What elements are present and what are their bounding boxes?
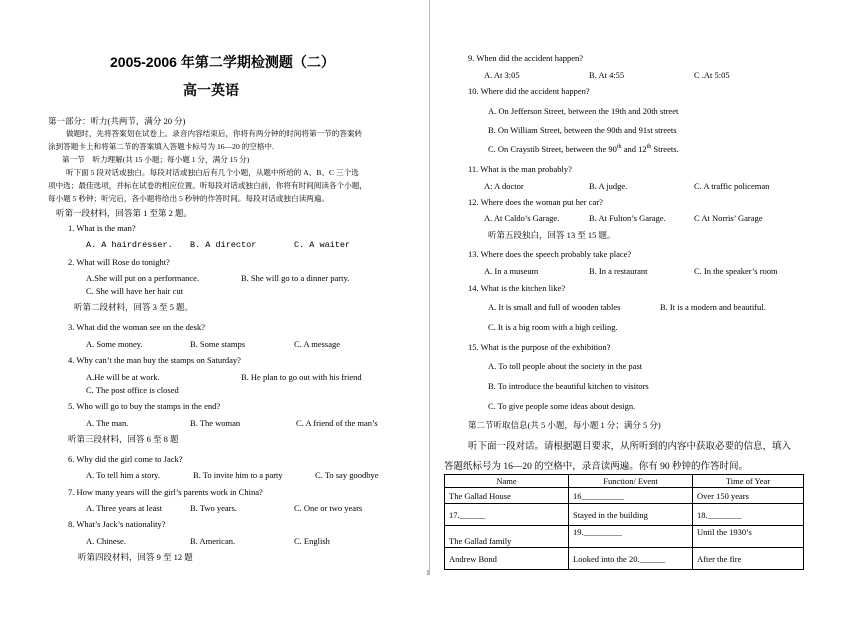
part1-intro-line2: 涂到答题卡上和将第二节的答案填入答题卡标号为 16—20 的空格中. xyxy=(48,142,274,151)
q11-option-b: B. A judge. xyxy=(589,181,628,191)
q11-option-a: A: A doctor xyxy=(484,181,524,191)
q2-option-a: A.She will put on a performance. xyxy=(86,273,200,283)
table-cell: The Gallad House xyxy=(445,488,569,504)
q10-option-c-text-2: and 12 xyxy=(621,144,647,154)
question-12: 12. Where does the woman put her car? xyxy=(468,197,603,207)
q15-option-c: C. To give people some ideas about design. xyxy=(488,401,636,411)
q1-option-c: C. A waiter xyxy=(294,240,351,250)
part1-intro-line1: 做题时，先将答案划在试卷上。录音内容结束后，你将有两分钟的时间将第一节的答案转 xyxy=(66,129,363,138)
table-cell: Stayed in the building xyxy=(569,504,693,526)
q9-option-a: A. At 3:05 xyxy=(484,70,520,80)
question-15: 15. What is the purpose of the exhibition? xyxy=(468,342,611,352)
segment1-instruction: 听第一段材料，回答第 1 至第 2 题。 xyxy=(56,208,193,218)
q6-option-a: A. To tell him a story. xyxy=(86,470,161,480)
section1-intro-line3: 每小题 5 秒钟；听完后，各小题将给出 5 秒钟的作答时间。每段对话或独白读两遍。 xyxy=(48,194,329,203)
q8-option-a: A. Chinese. xyxy=(86,536,126,546)
question-5: 5. Who will go to buy the stamps in the end? xyxy=(68,401,221,411)
question-8: 8. What’s Jack’s nationality? xyxy=(68,519,166,529)
question-9: 9. When did the accident happen? xyxy=(468,53,584,63)
q7-option-b: B. Two years. xyxy=(190,503,237,513)
q6-option-b: B. To invite him to a party xyxy=(193,470,283,480)
q1-option-a: A. A hairdresser. xyxy=(86,240,173,250)
q13-option-b: B. In a restaurant xyxy=(589,266,648,276)
q15-option-b: B. To introduce the beautiful kitchen to visitors xyxy=(488,381,649,391)
question-2: 2. What will Rose do tonight? xyxy=(68,257,170,267)
q13-option-c: C. In the speaker’s room xyxy=(694,266,778,276)
table-row xyxy=(445,548,804,570)
question-13: 13. Where does the speech probably take place? xyxy=(468,249,632,259)
q9-option-c: C .At 5:05 xyxy=(694,70,730,80)
question-4: 4. Why can’t the man buy the stamps on Saturday? xyxy=(68,355,241,365)
q5-option-a: A. The man. xyxy=(86,418,129,428)
q2-option-c: C. She will have her hair cut xyxy=(86,286,184,296)
q10-option-c xyxy=(488,144,679,154)
segment3-instruction: 听第三段材料，回答 6 至 8 题 xyxy=(68,434,179,444)
table-cell: Until the 1930’s xyxy=(693,526,804,548)
q4-option-a: A.He will be at work. xyxy=(86,372,160,382)
section1-heading: 第一节 听力理解(共 15 小题；每小题 1 分，满分 15 分) xyxy=(62,155,250,164)
q3-option-b: B. Some stamps xyxy=(190,339,246,349)
table-row xyxy=(445,526,804,548)
page-subtitle: 高一英语 xyxy=(183,82,239,98)
page-title: 2005-2006 年第二学期检测题（二） xyxy=(110,54,335,70)
q12-option-b: B. At Fulton’s Garage. xyxy=(589,213,666,223)
q10-option-b: B. On William Street, between the 90th and 91st streets xyxy=(488,125,677,135)
question-6: 6. Why did the girl come to Jack? xyxy=(68,454,183,464)
q3-option-c: C. A message xyxy=(294,339,341,349)
table-cell: After the fire xyxy=(693,548,804,570)
q14-option-a: A. It is small and full of wooden tables xyxy=(488,302,621,312)
q8-option-b: B. American. xyxy=(190,536,236,546)
q10-option-c-text-3: Streets. xyxy=(651,144,679,154)
table-cell: 16__________ xyxy=(569,488,693,504)
q12-option-c: C At Norris’ Garage xyxy=(694,213,763,223)
column-header-function: Function/ Event xyxy=(569,475,693,488)
q12-option-a: A. At Caldo’s Garage. xyxy=(484,213,560,223)
question-1: 1. What is the man? xyxy=(68,223,136,233)
table-cell: Over 150 years xyxy=(693,488,804,504)
q9-option-b: B. At 4:55 xyxy=(589,70,625,80)
table-cell: The Gallad family xyxy=(445,526,569,548)
q13-option-a: A. In a museum xyxy=(484,266,539,276)
q15-option-a: A. To toll people about the society in the past xyxy=(488,361,643,371)
q11-option-c: C. A traffic policeman xyxy=(694,181,770,191)
q10-option-c-text: C. On Craystib Street, between the 90 xyxy=(488,144,617,154)
segment2-instruction: 听第二段材料，回答 3 至 5 题。 xyxy=(74,302,194,312)
column-divider xyxy=(429,0,430,575)
question-14: 14. What is the kitchen like? xyxy=(468,283,566,293)
section1-intro-line2: 项中选；最佳选项，并标在试卷的相应位置。听每段对话或独白前，你将有时间阅读各个小题， xyxy=(48,181,367,190)
q8-option-c: C. English xyxy=(294,536,330,546)
segment4-instruction: 听第四段材料，回答 9 至 12 题 xyxy=(78,552,193,562)
table-cell: 17.______ xyxy=(445,504,569,526)
section2-intro-line2: 答题纸标号为 16—20 的空格中，录音读两遍。你有 90 秒钟的作答时间。 xyxy=(444,462,749,472)
q1-option-b: B. A director xyxy=(190,240,257,250)
segment5-instruction: 听第五段独白，回答 13 至 15 题。 xyxy=(488,230,616,240)
q4-option-c: C. The post office is closed xyxy=(86,385,179,395)
page-number: 1 xyxy=(426,568,430,577)
table-cell: Andrew Bond xyxy=(445,548,569,570)
q10-ordinal-2: th xyxy=(646,144,652,151)
q5-option-c: C. A friend of the man’s xyxy=(296,418,378,428)
information-table xyxy=(444,474,804,570)
q4-option-b: B. He plan to go out with his friend xyxy=(241,372,362,382)
table-row xyxy=(445,504,804,526)
column-header-name: Name xyxy=(445,475,569,488)
table-header-row xyxy=(445,475,804,488)
table-cell: Looked into the 20.______ xyxy=(569,548,693,570)
section2-heading: 第二节听取信息(共 5 小题，每小题 1 分；满分 5 分) xyxy=(468,420,661,430)
table-cell: 19._________ xyxy=(569,526,693,548)
question-7: 7. How many years will the girl’s parents work in China? xyxy=(68,487,263,497)
q14-option-c: C. It is a big room with a high ceiling. xyxy=(488,322,618,332)
q14-option-b: B. It is a modern and beautiful. xyxy=(660,302,766,312)
table-row xyxy=(445,488,804,504)
question-10: 10. Where did the accident happen? xyxy=(468,86,590,96)
q3-option-a: A. Some money. xyxy=(86,339,143,349)
table-cell: 18.________ xyxy=(693,504,804,526)
q10-option-a: A. On Jefferson Street, between the 19th and 20th street xyxy=(488,106,679,116)
q5-option-b: B. The woman xyxy=(190,418,241,428)
question-3: 3. What did the woman see on the desk? xyxy=(68,322,205,332)
q7-option-a: A. Three years at least xyxy=(86,503,163,513)
section2-intro-line1: 听下面一段对话。请根据题目要求，从所听到的内容中获取必要的信息，填入 xyxy=(468,442,792,452)
column-header-time: Time of Year xyxy=(693,475,804,488)
part1-heading: 第一部分：听力(共两节，满分 20 分) xyxy=(48,116,186,126)
question-11: 11. What is the man probably? xyxy=(468,164,572,174)
section1-intro-line1: 听下面 5 段对话或独白。每段对话或独白后有几个小题，从题中所给的 A、B、C 三个选 xyxy=(66,168,359,177)
q6-option-c: C. To say goodbye xyxy=(315,470,379,480)
q10-ordinal-1: th xyxy=(616,144,622,151)
q7-option-c: C. One or two years xyxy=(294,503,363,513)
q2-option-b: B. She will go to a dinner party. xyxy=(241,273,350,283)
